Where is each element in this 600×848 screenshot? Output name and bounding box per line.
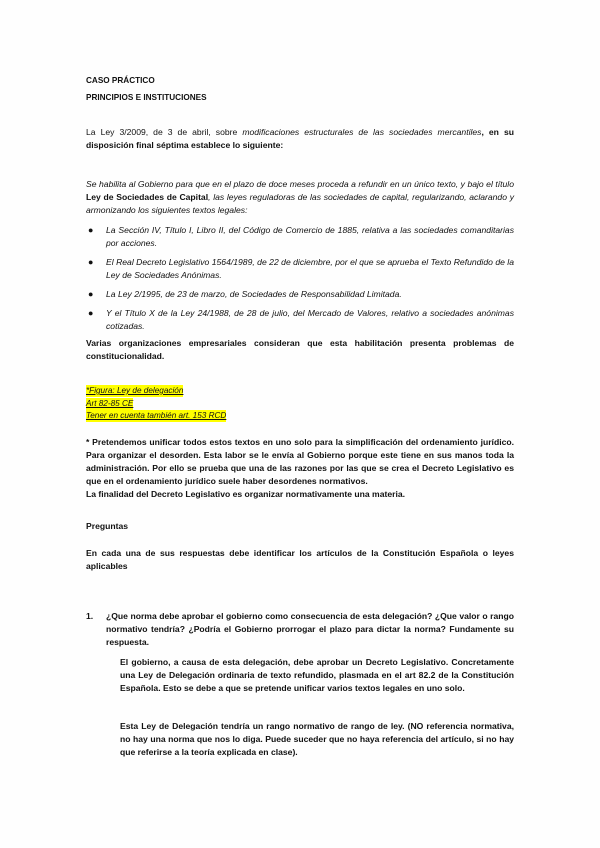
question-text: ¿Que norma debe aprobar el gobierno como consecuencia de esta delegación? ¿Que valor o rango normativo tendría? ¿Podría el Gobierno prorrogar el plazo para dictar la norma? Fundamente su respuesta. xyxy=(106,611,514,647)
questions-instruction: En cada una de sus respuestas debe identificar los artículos de la Constitución Española o leyes aplicables xyxy=(86,548,514,571)
intro-law-reference: La Ley 3/2009, de 3 de abril xyxy=(86,127,209,137)
bullet-icon: ● xyxy=(88,225,94,235)
list-item: ● Y el Título X de la Ley 24/1988, de 28 de julio, del Mercado de Valores, relativo a sociedades anónimas cotizadas. xyxy=(88,308,514,331)
answer-1-paragraph-1: El gobierno, a causa de esta delegación, debe aprobar un Decreto Legislativo. Concretamente una Ley de Delegación ordinaria de texto refundido, plasmada en el art 82.2 de la Constitución Española. Esto se debe a que se pretende unificar varios textos legales en uno solo. xyxy=(120,657,514,693)
highlight-note: *Figura: Ley de delegación xyxy=(86,386,184,395)
list-item: ● La Ley 2/1995, de 23 de marzo, de Sociedades de Responsabilidad Limitada. xyxy=(88,289,402,299)
quote-tail: , las leyes reguladoras de las sociedades de capital, regularizando, aclarando y armonizando los siguientes textos legales: xyxy=(86,192,514,215)
highlight-note: Tener en cuenta también art. 153 RCD xyxy=(86,411,227,420)
question-1 xyxy=(86,610,514,649)
list-item: ● El Real Decreto Legislativo 1564/1989, de 22 de diciembre, por el que se aprueba el Texto Refundido de la Ley de Sociedades Anónimas. xyxy=(88,257,514,280)
intro-tail: , en su disposición final séptima establece lo siguiente: xyxy=(86,127,514,150)
quote-law-title: Ley de Sociedades de Capital xyxy=(86,192,209,202)
highlighted-notes xyxy=(86,380,514,418)
legal-texts-list xyxy=(86,224,514,339)
document-heading: CASO PRÁCTICO xyxy=(86,76,155,85)
bullet-icon: ● xyxy=(88,308,94,318)
answer-1-paragraph-2: Esta Ley de Delegación tendría un rango normativo de rango de ley. (NO referencia normativa, no hay una norma que nos lo diga. Puede suceder que no haya referencia del artículo, si no hay que referirse a la teoría explicada en clase). xyxy=(120,721,514,757)
quote-lead: Se habilita al Gobierno para que en el plazo de doce meses proceda a refundir en un único texto, y bajo el título xyxy=(86,179,514,189)
bullet-icon: ● xyxy=(88,257,94,267)
intro-paragraph xyxy=(86,126,514,152)
question-number: 1. xyxy=(86,611,94,621)
highlight-note: Art 82-85 CE xyxy=(86,398,134,408)
notes-final: La finalidad del Decreto Legislativo es organizar normativamente una materia. xyxy=(86,489,406,499)
intro-connector: , sobre xyxy=(208,127,243,137)
intro-law-subject: modificaciones estructurales de las sociedades mercantiles xyxy=(242,127,482,137)
notes-paragraph: * Pretendemos unificar todos estos textos en uno solo para la simplificación del ordenamiento jurídico. Para organizar el desorden. Esta labor se le envía al Gobierno porque este tiene en sus manos toda la administración. Por ello se prueba que una de las razones por las que se crea el Decreto Legislativo es que en el ordenamiento jurídico suele haber desordenes normativos. xyxy=(86,437,514,486)
document-subheading: PRINCIPIOS E INSTITUCIONES xyxy=(86,93,207,102)
problem-statement: Varias organizaciones empresariales consideran que esta habilitación presenta problemas de constitucionalidad. xyxy=(86,338,514,361)
list-item: ● La Sección IV, Título I, Libro II, del Código de Comercio de 1885, relativa a las sociedades comanditarias por acciones. xyxy=(88,225,514,248)
bullet-icon: ● xyxy=(88,289,94,299)
questions-label: Preguntas xyxy=(86,521,129,531)
quote-paragraph xyxy=(86,178,514,217)
